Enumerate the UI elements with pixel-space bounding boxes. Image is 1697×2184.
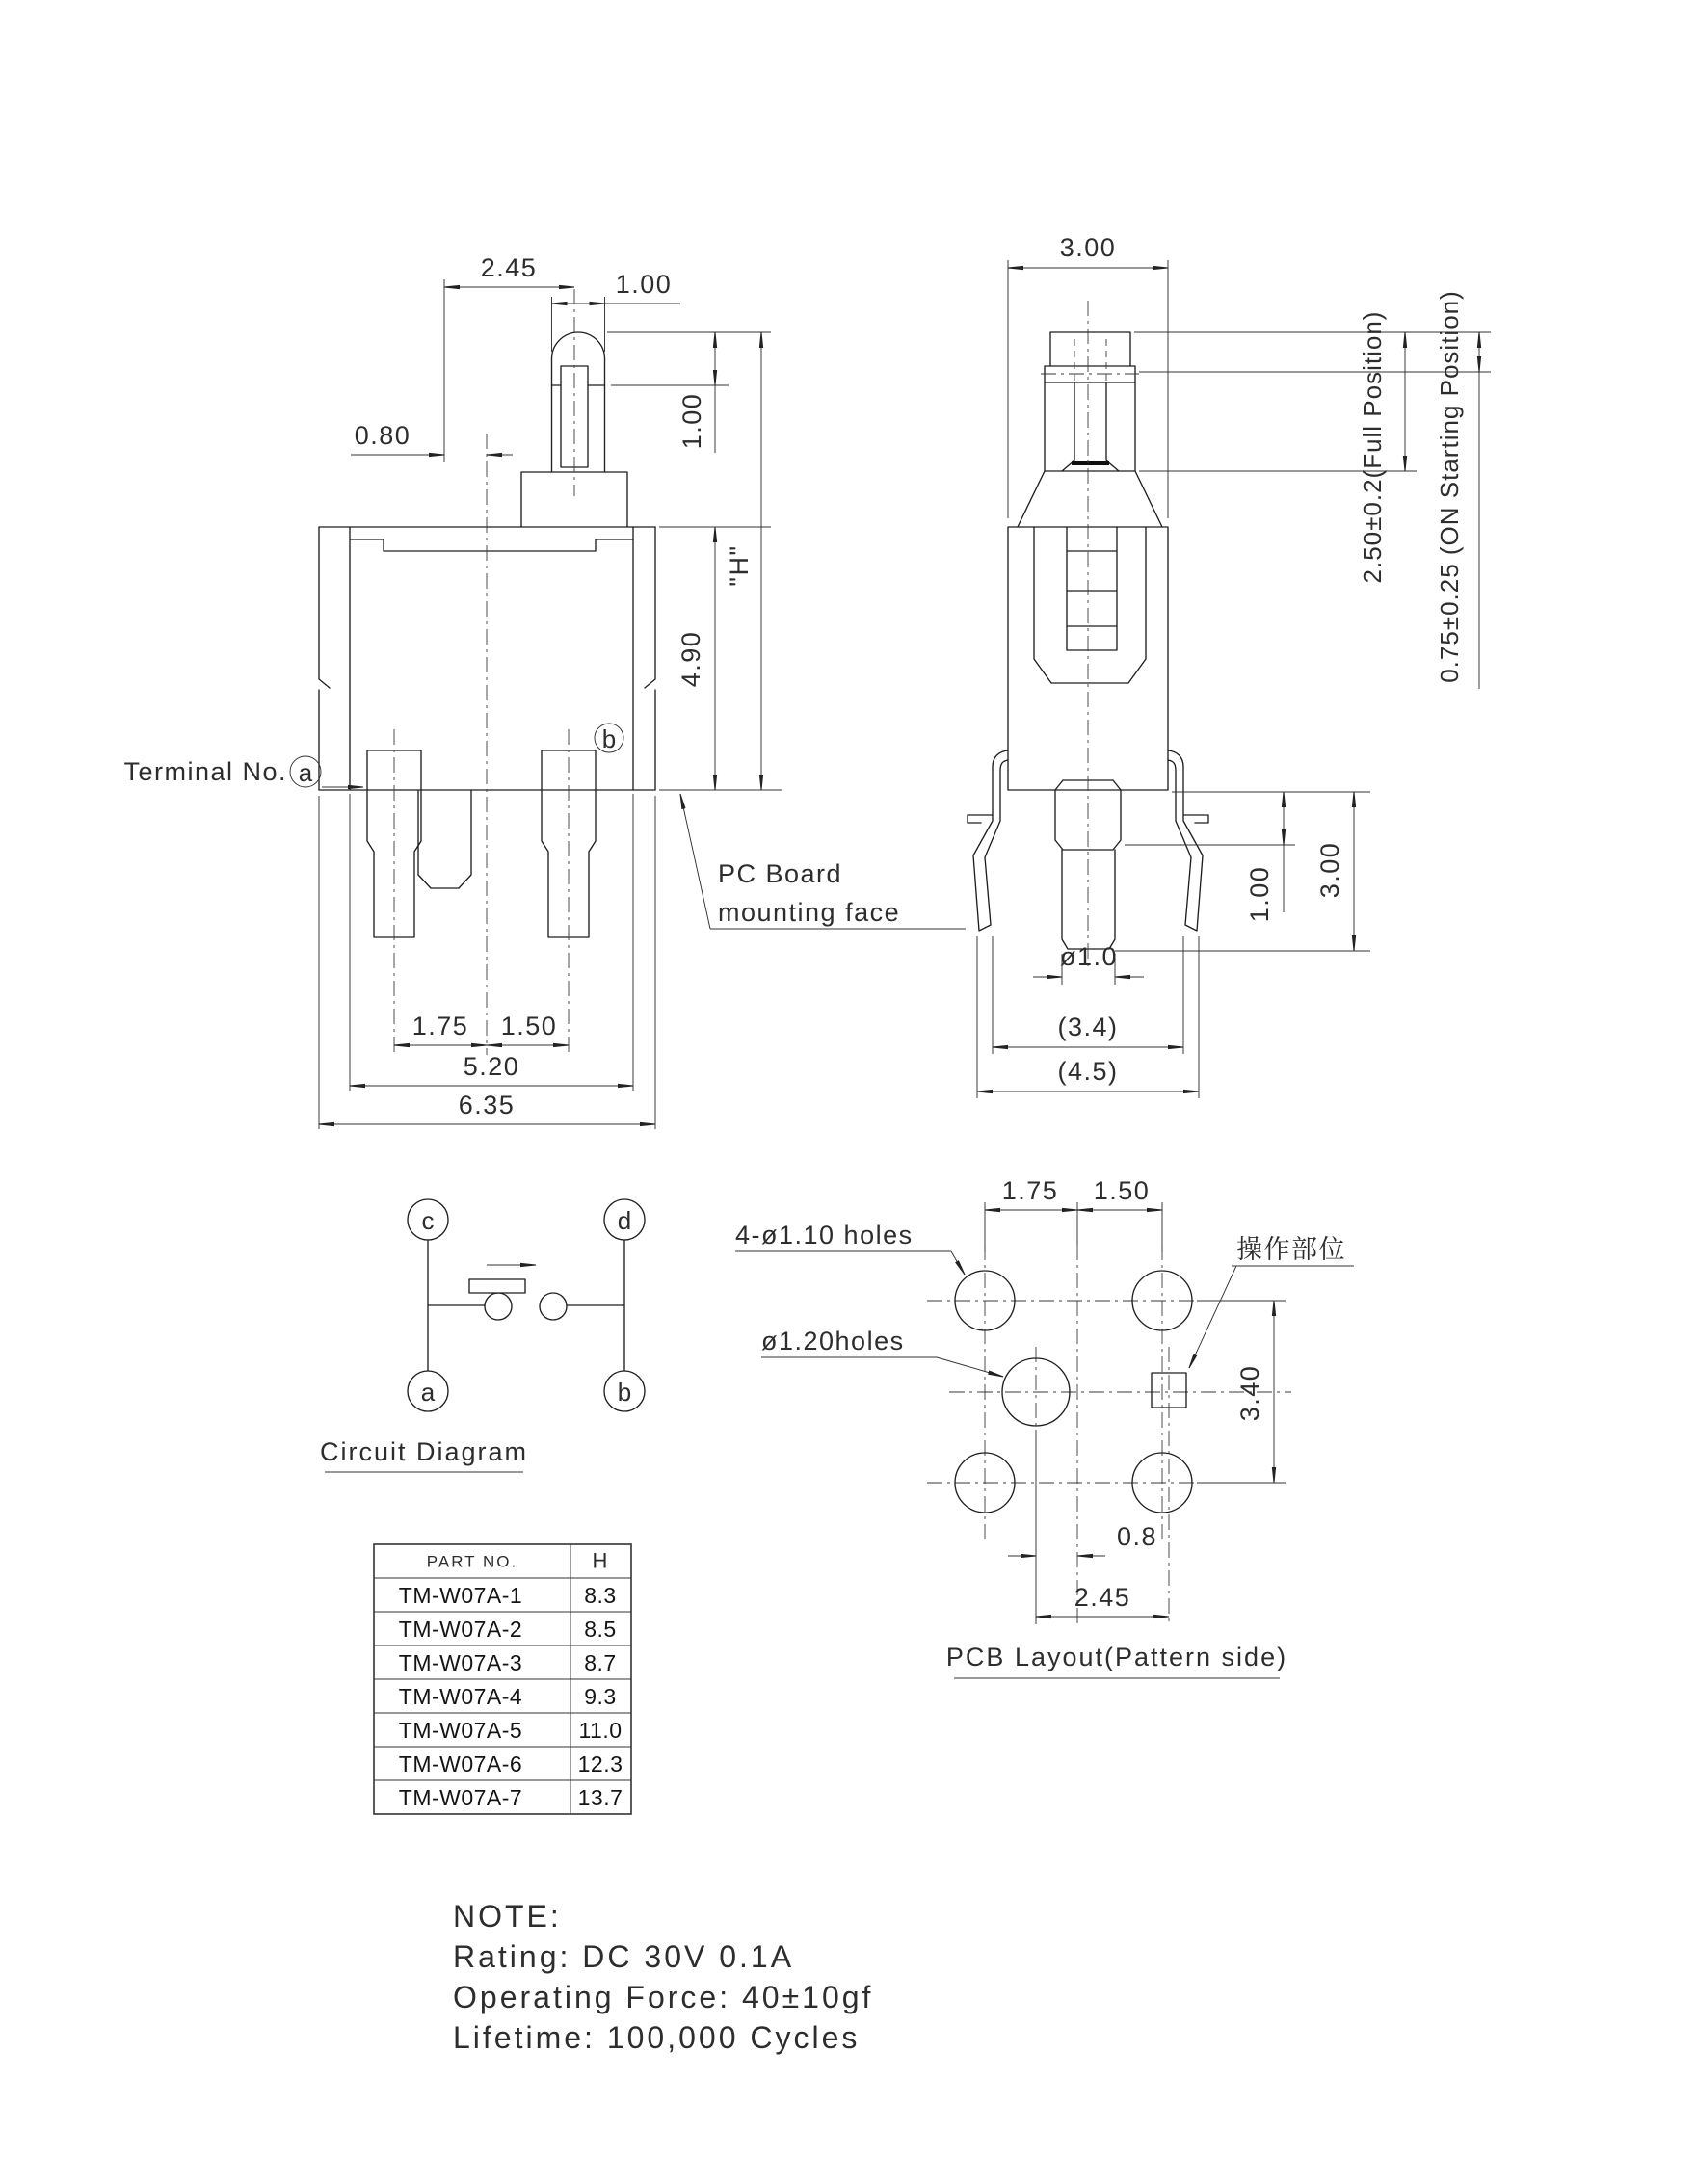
circuit-letter-b: b: [617, 1378, 632, 1407]
circuit-diagram: [320, 1199, 645, 1472]
table-row-part: TM-W07A-2: [398, 1617, 523, 1642]
terminal-b-callout: [595, 724, 623, 753]
circuit-contact-left: [485, 1293, 512, 1320]
right-clip-wing: [1168, 750, 1203, 931]
dim-side-boss-height: 1.00: [1245, 865, 1274, 923]
dim-pcb-pitch-left: 1.75: [1001, 1176, 1059, 1205]
circuit-letter-c: c: [421, 1206, 435, 1235]
terminal-b-letter: b: [601, 724, 617, 753]
dim-front-inner-width: 5.20: [463, 1052, 520, 1081]
pcb-layout: [735, 1176, 1354, 1678]
dim-front-plunger-width: 1.00: [615, 270, 673, 299]
dim-pcb-offset: 0.8: [1116, 1522, 1158, 1551]
terminal-label: Terminal No.: [123, 757, 287, 786]
side-flange: [1045, 366, 1135, 382]
circuit-letter-a: a: [420, 1378, 436, 1407]
front-centerlines: [394, 289, 574, 1055]
dim-side-pin-height: 3.00: [1315, 841, 1344, 899]
dim-side-body-width: 3.00: [1059, 233, 1117, 262]
dim-front-total-height: "H": [725, 544, 754, 587]
dim-side-pin-diameter: ø1.0: [1059, 942, 1119, 971]
mounting-face-label-1: PC Board: [718, 859, 843, 888]
dim-front-body-height: 4.90: [676, 630, 705, 688]
pcb-callouts: [735, 1221, 1354, 1377]
table-row-h: 8.3: [584, 1583, 617, 1608]
dim-front-pitch-top: 2.45: [480, 253, 538, 282]
table-row-part: TM-W07A-4: [398, 1684, 523, 1709]
mounting-face-callout: [680, 794, 966, 929]
table-header-h: H: [592, 1548, 609, 1573]
dim-side-full-stroke: 2.50±0.2(Full Position): [1358, 310, 1387, 584]
table-row-h: 9.3: [584, 1684, 617, 1709]
table-row-part: TM-W07A-6: [398, 1751, 523, 1776]
table-row-h: 11.0: [578, 1718, 623, 1743]
parts-table: [374, 1544, 631, 1814]
table-row-part: TM-W07A-5: [398, 1718, 523, 1743]
table-row-part: TM-W07A-3: [398, 1650, 523, 1675]
side-slot: [1034, 527, 1146, 683]
dim-front-body-width: 6.35: [458, 1091, 516, 1119]
dim-pcb-pitch-right: 1.50: [1093, 1176, 1151, 1205]
table-rows: [399, 1583, 623, 1810]
note-lifetime: Lifetime: 100,000 Cycles: [453, 2020, 861, 2055]
table-row-part: TM-W07A-1: [398, 1583, 523, 1608]
notes: [453, 1899, 873, 2055]
dim-pcb-vertical-pitch: 3.40: [1235, 1364, 1264, 1422]
circuit-caption: Circuit Diagram: [319, 1437, 529, 1466]
terminal-a-callout: [123, 756, 363, 787]
pcb-big-hole-label: ø1.20holes: [761, 1327, 905, 1355]
table-row-part: TM-W07A-7: [398, 1785, 523, 1810]
dim-side-on-start: 0.75±0.25 (ON Starting Position): [1435, 290, 1464, 683]
circuit-wires: [428, 1240, 624, 1371]
table-row-h: 8.7: [584, 1650, 617, 1675]
side-shaft: [1062, 382, 1119, 471]
table-row-h: 8.5: [584, 1617, 617, 1642]
dim-front-pitch-right: 1.50: [500, 1012, 558, 1040]
front-dimensions: [319, 253, 782, 1129]
plunger: [552, 332, 605, 472]
table-row-h: 13.7: [577, 1785, 623, 1810]
side-dimensions: [977, 233, 1491, 1098]
circuit-letter-d: d: [617, 1206, 632, 1235]
pcb-small-holes-label: 4-ø1.10 holes: [735, 1221, 914, 1250]
pcb-caption: PCB Layout(Pattern side): [945, 1643, 1288, 1671]
plunger-shoulder: [521, 472, 627, 527]
terminal-a-letter: a: [298, 758, 313, 787]
side-view: [968, 233, 1491, 1098]
note-title: NOTE:: [453, 1899, 562, 1934]
table-row-h: 12.3: [577, 1751, 623, 1776]
note-rating: Rating: DC 30V 0.1A: [453, 1939, 795, 1974]
dim-pcb-op-offset: 2.45: [1074, 1583, 1131, 1612]
circuit-contact-right: [540, 1293, 567, 1320]
table-header-part: PART NO.: [426, 1552, 518, 1571]
dim-side-wing-width: (3.4): [1057, 1013, 1119, 1041]
dim-front-pitch-left: 1.75: [411, 1012, 469, 1040]
front-view: [123, 253, 966, 1129]
side-cap: [1050, 332, 1130, 366]
circuit-slider-bar: [469, 1279, 525, 1293]
pcb-operation-label: 操作部位: [1236, 1235, 1346, 1264]
side-contact-stack: [1067, 527, 1117, 650]
dim-front-cap-height: 1.00: [677, 392, 706, 450]
note-operating-force: Operating Force: 40±10gf: [453, 1980, 874, 2014]
left-clip-wing: [973, 750, 1008, 931]
mounting-face-label-2: mounting face: [718, 898, 901, 927]
side-pin: [1062, 850, 1115, 949]
pcb-centerlines: [927, 1245, 1291, 1626]
locating-pin: [418, 790, 471, 888]
dim-front-offset: 0.80: [354, 421, 411, 450]
dim-side-leg-width: (4.5): [1057, 1057, 1119, 1086]
